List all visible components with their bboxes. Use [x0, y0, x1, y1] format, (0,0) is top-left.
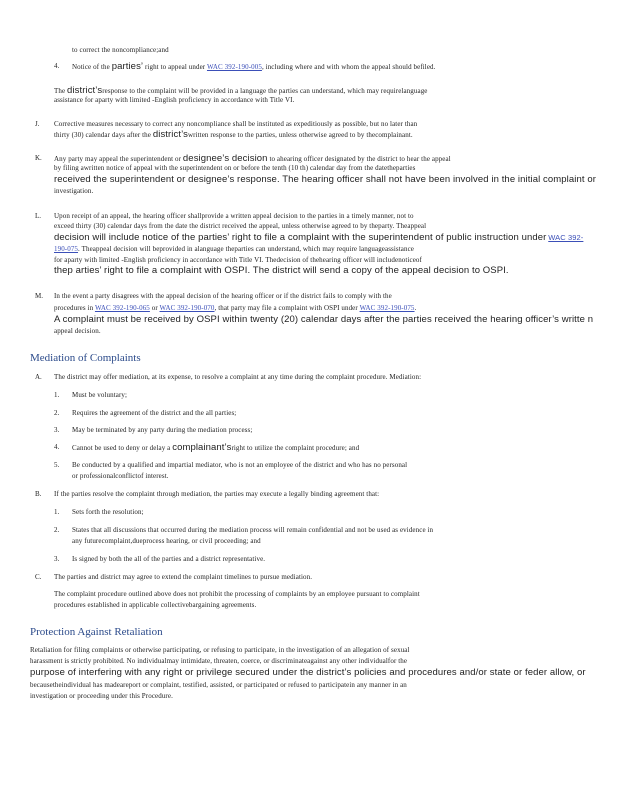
- section-j-line-1: Corrective measures necessary to correct any noncompliance shall be instituted as expeditiously as possible, but no later than: [54, 120, 418, 128]
- protection-line-2: harassment is strictly prohibited. No individualmay intimidate, threaten, coerce, or discriminateagainst any other individualfor the: [30, 657, 408, 665]
- mediation-b-item: Is signed by both the all of the parties and a district representative.: [72, 555, 266, 563]
- wac-link-005[interactable]: WAC 392-190-005: [206, 63, 262, 71]
- mediation-c-line-2: The complaint procedure outlined above does not prohibit the processing of complaints by an employee pursuant to complaint: [54, 590, 420, 598]
- mediation-b-item-marker: 1.: [54, 508, 60, 516]
- mediation-a-item-marker: 4.: [54, 443, 60, 451]
- mediation-a-text: The district may offer mediation, at its expense, to resolve a complaint at any time during the complaint procedure. Mediation:: [54, 373, 422, 381]
- mediation-a-item: Cannot be used to deny or delay a complainant’sright to utilize the complaint procedure; and: [72, 442, 360, 453]
- district-term-j: district’s: [152, 129, 188, 140]
- mediation-b-marker: B.: [35, 490, 42, 498]
- mediation-b-item-marker: 2.: [54, 526, 60, 534]
- mediation-a-marker: A.: [35, 373, 42, 381]
- section-m-line-3: A complaint must be received by OSPI within twenty (20) calendar days after the parties received the hearing officer’s writte n: [54, 314, 594, 325]
- item-4-line-3: assistance for aparty with limited -English proficiency in accordance with Title VI.: [54, 96, 295, 104]
- section-m-line-1: In the event a party disagrees with the appeal decision of the hearing officer or if the district fails to comply with the: [54, 292, 392, 300]
- mediation-c-line-3: procedures established in applicable collectivebargaining agreements.: [54, 601, 257, 609]
- wac-link-065[interactable]: WAC 392-190-065: [94, 304, 150, 312]
- mediation-b-item-marker: 3.: [54, 555, 60, 563]
- protection-line-3: purpose of interfering with any right or privilege secured under the district’s policies and procedures and/or state or feder allow, or: [30, 667, 586, 678]
- protection-heading: Protection Against Retaliation: [30, 626, 163, 638]
- mediation-a-item-marker: 3.: [54, 426, 60, 434]
- complainant-term: complainant’s: [172, 442, 232, 453]
- wac-link-075-c[interactable]: WAC 392-190-075: [359, 304, 415, 312]
- section-l-line-4: 190-075. Theappeal decision will beprovided in alanguage theparties can understand, which may require languageassistance: [54, 245, 414, 253]
- section-l-line-3: decision will include notice of the parties’ right to file a complaint with the superintendent of public instruction under WAC 392-: [54, 232, 584, 243]
- wac-link-075-a[interactable]: WAC 392-: [548, 233, 584, 242]
- mediation-a-item-marker: 1.: [54, 391, 60, 399]
- item-4-marker: 4.: [54, 62, 60, 70]
- mediation-a-item: Be conducted by a qualified and impartial mediator, who is not an employee of the district and who has no personal: [72, 461, 408, 469]
- section-m-marker: M.: [35, 292, 43, 300]
- mediation-b-item: States that all discussions that occurred during the mediation process will remain confidential and not be used as evidence in: [72, 526, 434, 534]
- designee-term: designee’s decision: [182, 153, 268, 164]
- mediation-a-item-cont: or professionalconflictof interest.: [72, 472, 169, 480]
- parties-term: parties’: [111, 61, 144, 72]
- protection-line-4: becausetheindividual has madeareport or complaint, testified, assisted, or participated or refused to participatein any manner in an: [30, 681, 407, 689]
- intro-tail-text: to correct the noncompliance;and: [72, 46, 169, 54]
- section-k-line-3: received the superintendent or designee’s response. The hearing officer shall not have been involved in the initial complaint or: [54, 174, 596, 185]
- section-m-line-4: appeal decision.: [54, 327, 101, 335]
- item-4-line-1: Notice of the parties’ right to appeal under WAC 392-190-005, including where and with whom the appeal should befiled.: [72, 61, 436, 72]
- mediation-a-item: Must be voluntary;: [72, 391, 128, 399]
- mediation-a-item: Requires the agreement of the district and the all parties;: [72, 409, 237, 417]
- mediation-c-line-1: The parties and district may agree to extend the complaint timelines to pursue mediation.: [54, 573, 313, 581]
- protection-line-5: investigation or proceeding under this Procedure.: [30, 692, 173, 700]
- section-j-line-2: thirty (30) calendar days after the district’swritten response to the parties, unless otherwise agreed to by thecomplainant.: [54, 129, 413, 140]
- mediation-c-marker: C.: [35, 573, 42, 581]
- protection-line-1: Retaliation for filing complaints or otherwise participating, or refusing to participate, in the investigation of an allegation of sexual: [30, 646, 410, 654]
- section-m-line-2: procedures in WAC 392-190-065 or WAC 392-190-070, that party may file a complaint with OSPI under WAC 392-190-075.: [54, 304, 417, 312]
- section-l-line-2: exceed thirty (30) calendar days from the date the district received the appeal, unless otherwise agreed to by theparty. Theappeal: [54, 222, 427, 230]
- mediation-heading: Mediation of Complaints: [30, 352, 141, 364]
- wac-link-070[interactable]: WAC 392-190-070: [159, 304, 215, 312]
- section-k-marker: K.: [35, 154, 42, 162]
- section-k-line-1: Any party may appeal the superintendent or designee’s decision to ahearing officer designated by the district to hear the appeal: [54, 153, 451, 164]
- section-l-line-5: for aparty with limited -English proficiency in accordance with Title VI. Thedecision of thehearing officer will includenoticeof: [54, 256, 422, 264]
- district-term: district’s: [67, 85, 103, 96]
- section-l-marker: L.: [35, 212, 42, 220]
- mediation-b-item-cont: any futurecomplaint,dueprocess hearing, or civil proceeding; and: [72, 537, 261, 545]
- section-k-line-2: by filing awritten notice of appeal with the superintendent on or before the tenth (10 th) calendar day from the datetheparties: [54, 164, 416, 172]
- section-j-marker: J.: [35, 120, 40, 128]
- mediation-b-text: If the parties resolve the complaint through mediation, the parties may execute a legally binding agreement that:: [54, 490, 380, 498]
- section-k-line-4: investigation.: [54, 187, 94, 195]
- mediation-a-item: May be terminated by any party during the mediation process;: [72, 426, 253, 434]
- item-4-line-2: The district’sresponse to the complaint will be provided in a language the parties can understand, which may requirelanguage: [54, 85, 428, 96]
- section-l-line-1: Upon receipt of an appeal, the hearing officer shallprovide a written appeal decision to the parties in a timely manner, not to: [54, 212, 414, 220]
- mediation-a-item-marker: 5.: [54, 461, 60, 469]
- mediation-a-item-marker: 2.: [54, 409, 60, 417]
- section-l-line-6: thep arties’ right to file a complaint with OSPI. The district will send a copy of the appeal decision to OSPI.: [54, 265, 509, 276]
- wac-link-075-b[interactable]: 190-075: [54, 245, 79, 253]
- mediation-b-item: Sets forth the resolution;: [72, 508, 144, 516]
